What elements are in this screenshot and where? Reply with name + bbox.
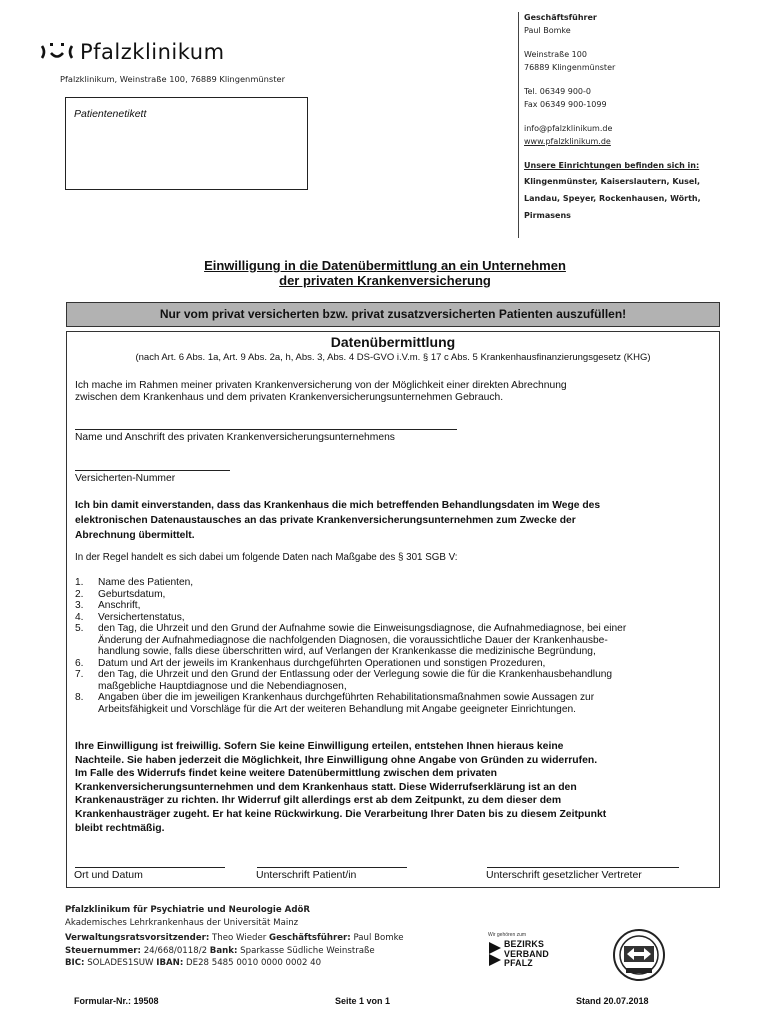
consent-line: Abrechnung übermittelt. <box>75 530 195 541</box>
facilities-line: Landau, Speyer, Rockenhausen, Wörth, <box>524 193 701 203</box>
form-number: Formular-Nr.: 19508 <box>74 996 159 1006</box>
list-item: 4. Versichertenstatus, <box>75 611 185 623</box>
place-date-label: Ort und Datum <box>74 869 143 881</box>
email-link[interactable]: info@pfalzklinikum.de <box>524 124 613 133</box>
street: Weinstraße 100 <box>524 50 587 59</box>
vr-name: Theo Wieder <box>209 933 270 943</box>
document-title <box>0 258 770 288</box>
patient-signature-line[interactable] <box>257 867 407 868</box>
vr-label: Verwaltungsratsvorsitzender: <box>65 933 210 943</box>
list-item: 8. Angaben über die im jeweiligen Krankenhaus durchgeführten Rehabilitationsmaßnahmen sowie Aussagen zur Arbeitsfähigkeit und Vorschläge für die Art der weiteren Behandlung mit Angabe geeigneter Einrichtungen. <box>75 692 595 715</box>
voluntary-notice <box>75 740 711 835</box>
data-list <box>75 577 711 715</box>
patient-label-caption: Patientenetikett <box>74 108 147 120</box>
bic-label: BIC: <box>65 958 85 968</box>
insurer-label: Name und Anschrift des privaten Krankenversicherungsunternehmens <box>75 432 395 443</box>
iban-value: DE28 5485 0010 0000 0002 40 <box>183 958 322 968</box>
voluntary-line: Krankenausträger zu richten. Ihr Widerruf gilt allerdings erst ab dem Zeitpunkt, zu dem dieser dem <box>75 795 562 807</box>
consent-line: elektronischen Datenaustausches an das private Krankenversicherungsunternehmen zum Zwecke der <box>75 515 576 526</box>
intro-line: zwischen dem Krankenhaus und dem privaten Krankenversicherungsunternehmen Gebrauch. <box>75 392 504 403</box>
insurer-input-line[interactable] <box>75 429 457 430</box>
version-date: Stand 20.07.2018 <box>576 996 649 1006</box>
facilities-title: Unsere Einrichtungen befinden sich in: <box>524 161 700 170</box>
bic-value: SOLADES1SUW <box>84 958 157 968</box>
iban-label: IBAN: <box>156 958 184 968</box>
return-address: Pfalzklinikum, Weinstraße 100, 76889 Klingenmünster <box>60 74 286 84</box>
tax-value: 24/668/0118/2 <box>140 945 210 956</box>
org-name: Pfalzklinikum für Psychiatrie und Neurologie AdöR <box>65 905 311 915</box>
list-intro: In der Regel handelt es sich dabei um folgende Daten nach Maßgabe des § 301 SGB V: <box>75 552 458 563</box>
gf-title: Geschäftsführer <box>524 13 597 22</box>
telephone: Tel. 06349 900-0 <box>524 87 591 96</box>
page-number: Seite 1 von 1 <box>335 996 391 1006</box>
bv-text: BEZIRKS VERBAND PFALZ <box>504 939 549 968</box>
gf-label: Geschäftsführer: <box>269 933 351 943</box>
title-line-2: der privaten Krankenversicherung <box>279 273 491 288</box>
patient-signature-label: Unterschrift Patient/in <box>256 869 357 881</box>
bv-caption: Wir gehören zum <box>488 932 527 938</box>
list-item: 7. den Tag, die Uhrzeit und den Grund der Entlassung oder der Verlegung sowie die für die Krankenhausbehandlung maßgebliche Hauptdiagnose und die Nebendiagnosen, <box>75 669 613 692</box>
patient-label-box <box>65 97 308 190</box>
voluntary-line: Krankenhausträger zugeht. Er hat keine Rückwirkung. Die Verarbeitung Ihrer Daten bis zu diesem Zeitpunkt <box>75 808 607 820</box>
bezirksverband-icon <box>488 941 502 967</box>
gf-name: Paul Bomke <box>524 25 571 35</box>
form-heading: Datenübermittlung <box>330 334 456 350</box>
voluntary-line: Im Falle des Widerrufs findet keine weitere Datenübermittlung zwischen dem privaten <box>75 768 497 780</box>
city: 76889 Klingenmünster <box>524 62 616 72</box>
tax-label: Steuernummer: <box>65 945 141 956</box>
website-link[interactable]: www.pfalzklinikum.de <box>524 136 611 146</box>
intro-line: Ich mache im Rahmen meiner privaten Krankenversicherung von der Möglichkeit einer direkten Abrechnung <box>75 380 567 391</box>
contact-column <box>518 12 758 238</box>
bank-label: Bank: <box>209 945 238 956</box>
org-sub: Akademisches Lehrkrankenhaus der Universität Mainz <box>65 917 299 928</box>
voluntary-line: Ihre Einwilligung ist freiwillig. Sofern Sie keine Einwilligung erteilen, entstehen Ihnen hieraus keine <box>75 741 564 752</box>
pfalzklinikum-logo-icon <box>40 40 74 64</box>
insurance-number-label: Versicherten-Nummer <box>75 473 176 484</box>
title-line-1: Einwilligung in die Datenübermittlung an ein Unternehmen <box>204 258 566 273</box>
representative-signature-label: Unterschrift gesetzlicher Vertreter <box>486 869 642 881</box>
form-subheading: (nach Art. 6 Abs. 1a, Art. 9 Abs. 2a, h, Abs. 3, Abs. 4 DS-GVO i.V.m. § 17 c Abs. 5 Krankenhausfinanzierungsgesetz (KHG) <box>135 352 651 363</box>
bank-value: Sparkasse Südliche Weinstraße <box>237 945 375 956</box>
list-item: 1. Name des Patienten, <box>75 577 194 588</box>
facilities-line: Pirmasens <box>524 210 571 220</box>
fax: Fax 06349 900-1099 <box>524 99 607 109</box>
intro-paragraph <box>75 380 711 404</box>
certification-seal-icon <box>612 928 666 982</box>
place-date-input-line[interactable] <box>75 867 225 868</box>
footer-organisation <box>65 904 404 970</box>
instruction-banner: Nur vom privat versicherten bzw. privat zusatzversicherten Patienten auszufüllen! <box>66 302 720 327</box>
insurance-number-input-line[interactable] <box>75 470 230 471</box>
consent-form-box <box>66 331 720 888</box>
consent-line: Ich bin damit einverstanden, dass das Krankenhaus die mich betreffenden Behandlungsdaten im Wege des <box>75 500 601 511</box>
list-item: 2. Geburtsdatum, <box>75 588 166 600</box>
voluntary-line: Nachteile. Sie haben jederzeit die Möglichkeit, Ihre Einwilligung ohne Angabe von Gründen zu widerrufen. <box>75 754 598 766</box>
consent-statement <box>75 498 711 543</box>
bezirksverband-logo <box>488 932 549 968</box>
representative-signature-line[interactable] <box>487 867 679 868</box>
voluntary-line: bleibt rechtmäßig. <box>75 822 165 834</box>
list-item: 6. Datum und Art der jeweils im Krankenhaus durchgeführten Operationen und sonstigen Prozeduren, <box>75 657 546 669</box>
list-item: 3. Anschrift, <box>75 600 141 611</box>
voluntary-line: Krankenversicherungsunternehmen und dem Krankenhaus statt. Diese Widerrufserklärung ist an den <box>75 781 577 793</box>
pfalzklinikum-logo <box>40 40 225 64</box>
logo-text: Pfalzklinikum <box>80 40 225 64</box>
facilities-line: Klingenmünster, Kaiserslautern, Kusel, <box>524 176 701 186</box>
list-item: 5. den Tag, die Uhrzeit und den Grund der Aufnahme sowie die Einweisungsdiagnose, die Aufnahmediagnose, bei einer Änderung der Aufnahmediagnose die nachfolgenden Diagnosen, die voraussichtliche Dauer der Krankenhausbe- handlung sowie, falls diese überschritten wird, auf Verlangen der Krankenkasse die medizinische Begründung, <box>75 623 627 657</box>
gf-name-footer: Paul Bomke <box>350 933 404 943</box>
